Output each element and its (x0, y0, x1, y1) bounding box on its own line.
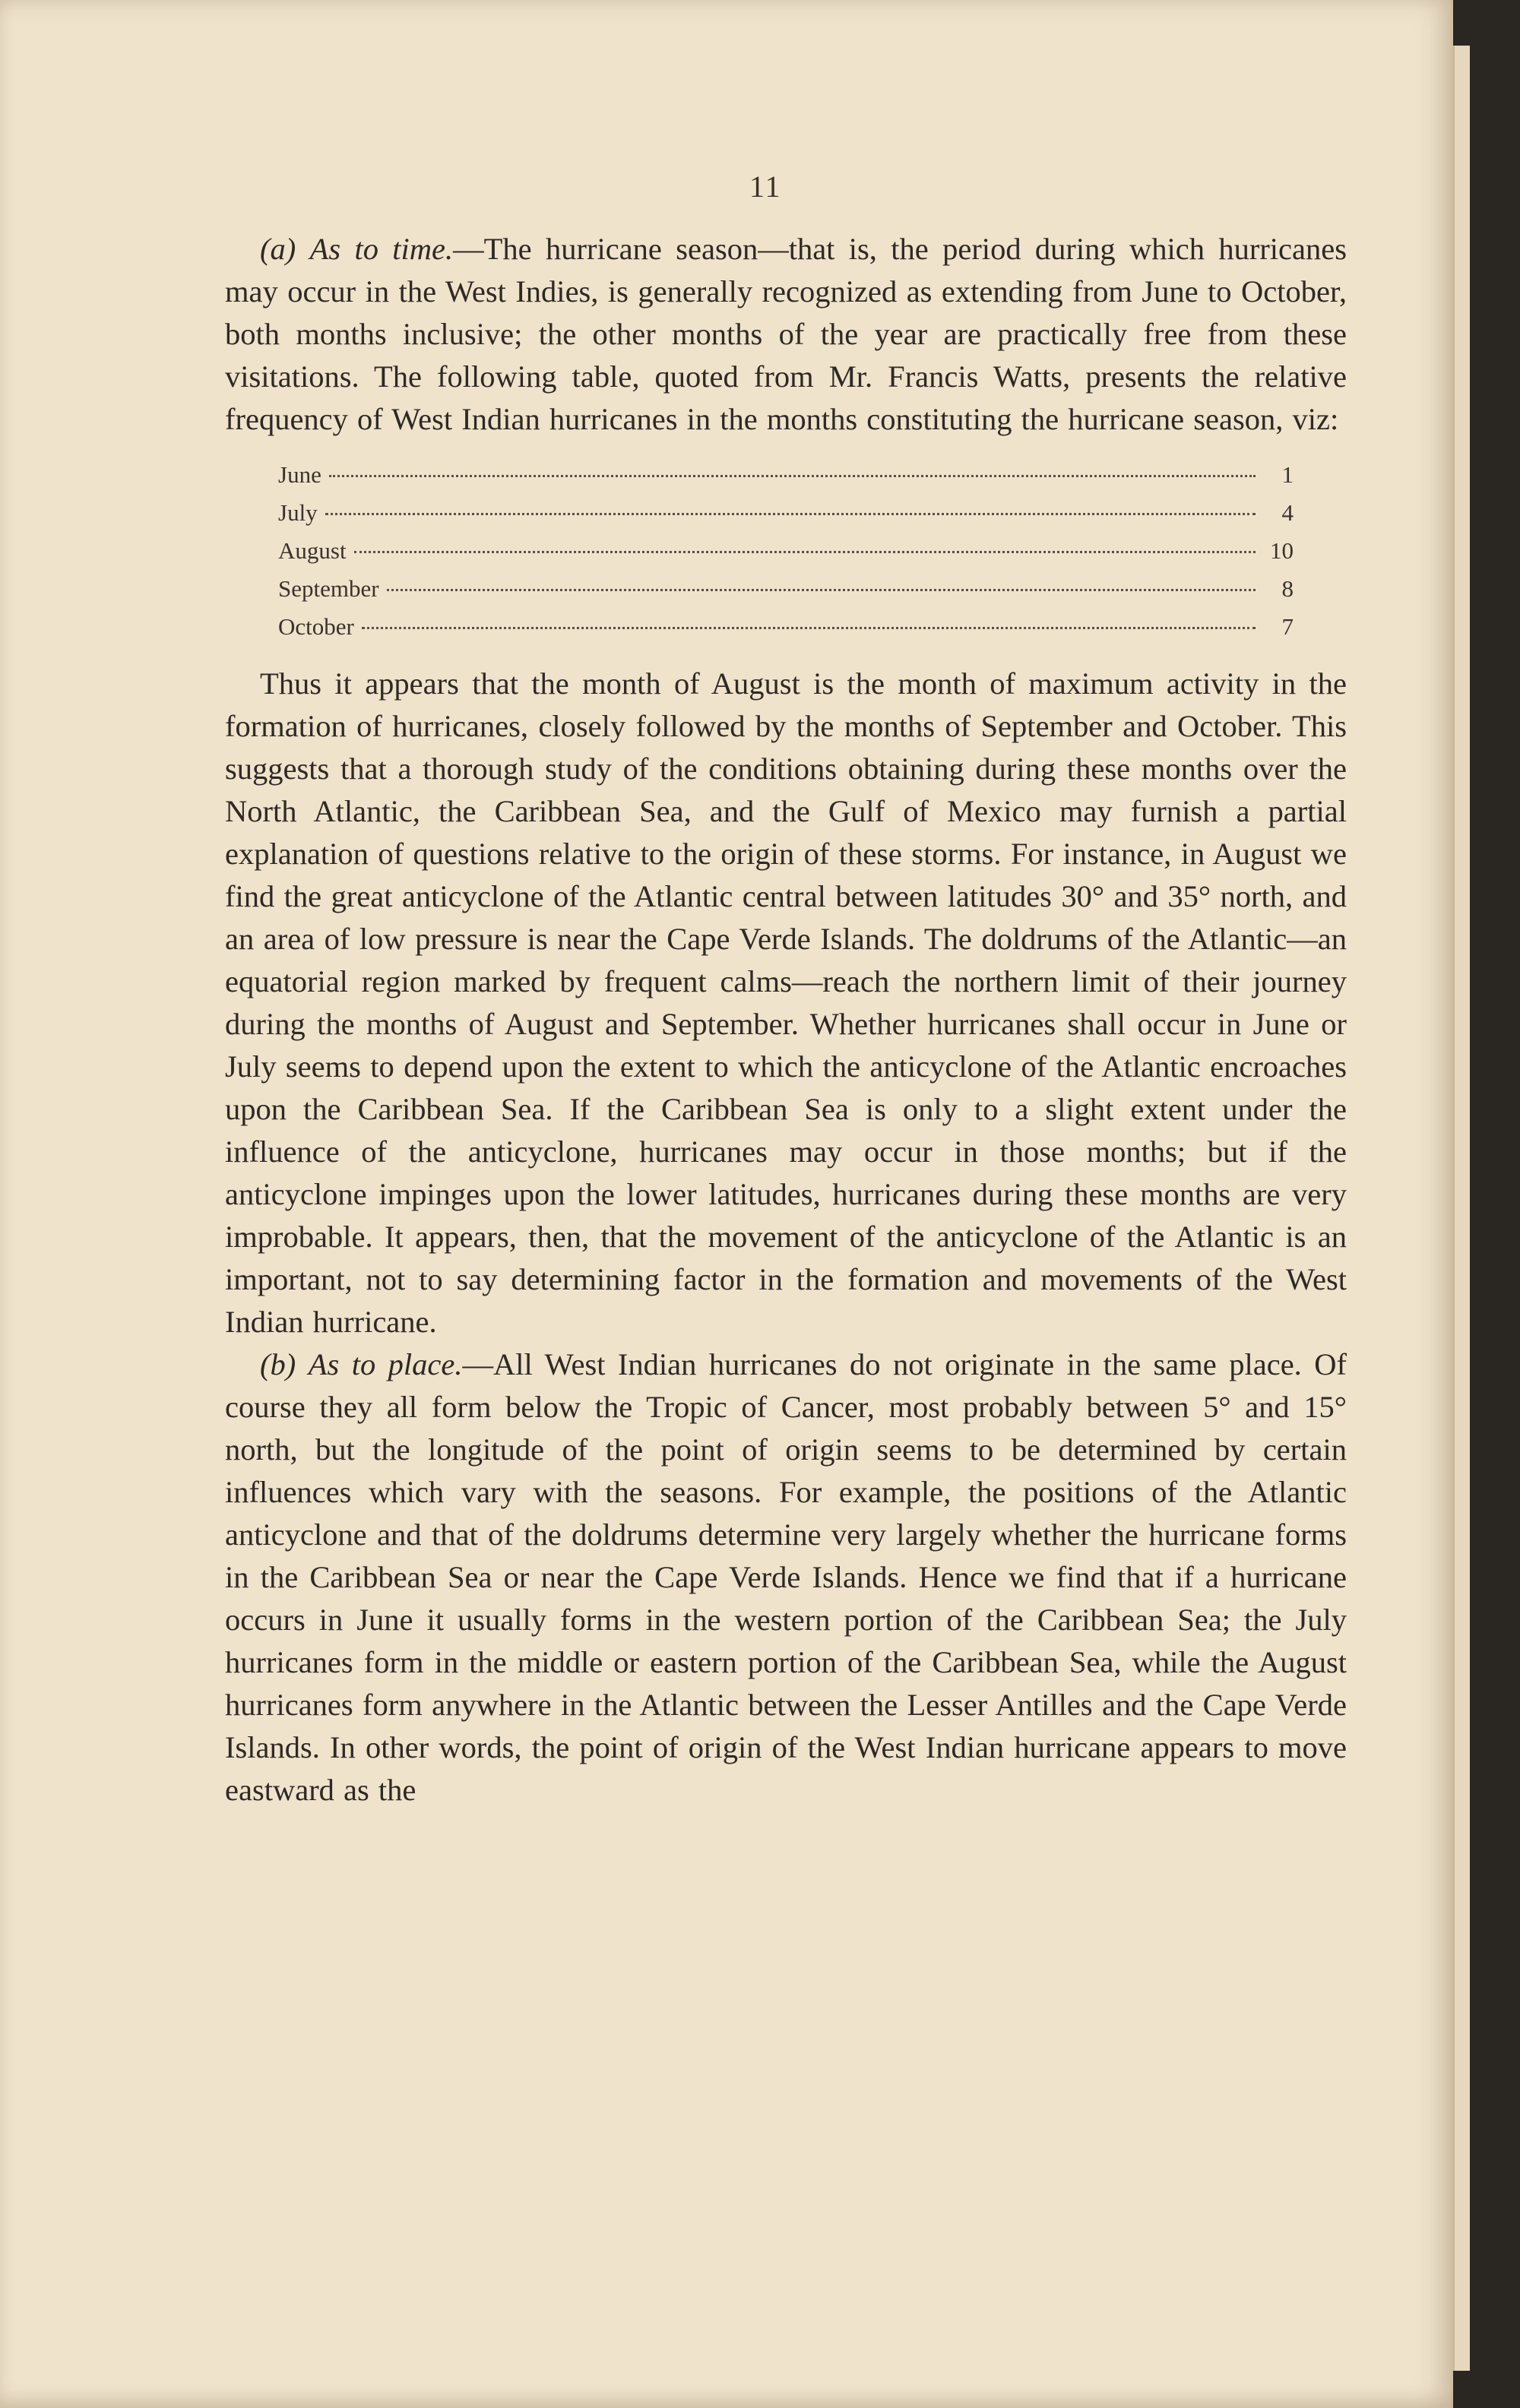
month-label: July (278, 499, 318, 526)
dot-leader (362, 627, 1256, 629)
book-page-edge (1453, 46, 1470, 2371)
dot-leader (354, 551, 1256, 553)
hurricane-count: 10 (1270, 537, 1294, 564)
section-a-intro: —The hurricane season—that is, the period during which hurricanes may occur in the West Indies, is generally recognized as extending from June to October, both months inclusive; the other months of the year are practically free from these visitations. The following table, quoted from Mr. Francis Watts, presents the relative frequency of West Indian hurricanes in the months constituting the hurricane season, viz: (225, 232, 1347, 436)
section-a-label: (a) (260, 232, 296, 266)
hurricane-count: 8 (1281, 575, 1294, 602)
body-text (225, 228, 1347, 1812)
section-b-heading: As to place. (308, 1347, 463, 1381)
paragraph-section-b (225, 1343, 1347, 1812)
month-label: June (278, 461, 321, 488)
table-row (278, 532, 1294, 570)
section-b-label: (b) (260, 1347, 296, 1381)
hurricane-count: 1 (1281, 461, 1294, 488)
paragraph-section-a (225, 228, 1347, 441)
month-label: August (278, 537, 347, 564)
month-label: September (278, 575, 379, 602)
hurricane-count: 7 (1281, 613, 1294, 640)
section-a-heading: As to time. (309, 232, 454, 266)
table-row (278, 608, 1294, 646)
dot-leader (387, 589, 1256, 591)
hurricane-frequency-table (278, 456, 1294, 646)
dot-leader (325, 513, 1256, 515)
paragraph-august-analysis: Thus it appears that the month of August is the month of maximum activity in the formation of hurricanes, closely followed by the months of September and October. This suggests that a thorough study of the conditions obtaining during these months over the North Atlantic, the Caribbean Sea, and the Gulf of Mexico may furnish a partial explanation of questions relative to the origin of these storms. For instance, in August we find the great anticyclone of the Atlantic central between latitudes 30° and 35° north, and an area of low pressure is near the Cape Verde Islands. The doldrums of the Atlantic—an equatorial region marked by frequent calms—reach the northern limit of their journey during the months of August and September. Whether hurricanes shall occur in June or July seems to depend upon the extent to which the anticyclone of the Atlantic encroaches upon the Caribbean Sea. If the Caribbean Sea is only to a slight extent under the influence of the anticyclone, hurricanes may occur in those months; but if the anticyclone impinges upon the lower latitudes, hurricanes during these months are very improbable. It appears, then, that the movement of the anticyclone of the Atlantic is an important, not to say determining factor in the formation and movements of the West Indian hurricane. (225, 666, 1347, 1339)
table-row (278, 570, 1294, 608)
section-b-body: —All West Indian hurricanes do not originate in the same place. Of course they all form below the Tropic of Cancer, most probably between 5° and 15° north, but the longitude of the point of origin seems to be determined by certain influences which vary with the seasons. For example, the positions of the Atlantic anticyclone and that of the doldrums determine very largely whether the hurricane forms in the Caribbean Sea or near the Cape Verde Islands. Hence we find that if a hurricane occurs in June it usually forms in the western portion of the Caribbean Sea; the July hurricanes form in the middle or eastern portion of the Caribbean Sea, while the August hurricanes form anywhere in the Atlantic between the Lesser Antilles and the Cape Verde Islands. In other words, the point of origin of the West Indian hurricane appears to move eastward as the (225, 1347, 1347, 1807)
dot-leader (329, 475, 1256, 477)
table-row (278, 456, 1294, 494)
hurricane-count: 4 (1281, 499, 1294, 526)
table-row (278, 494, 1294, 532)
month-label: October (278, 613, 354, 640)
page-number: 11 (749, 169, 782, 204)
